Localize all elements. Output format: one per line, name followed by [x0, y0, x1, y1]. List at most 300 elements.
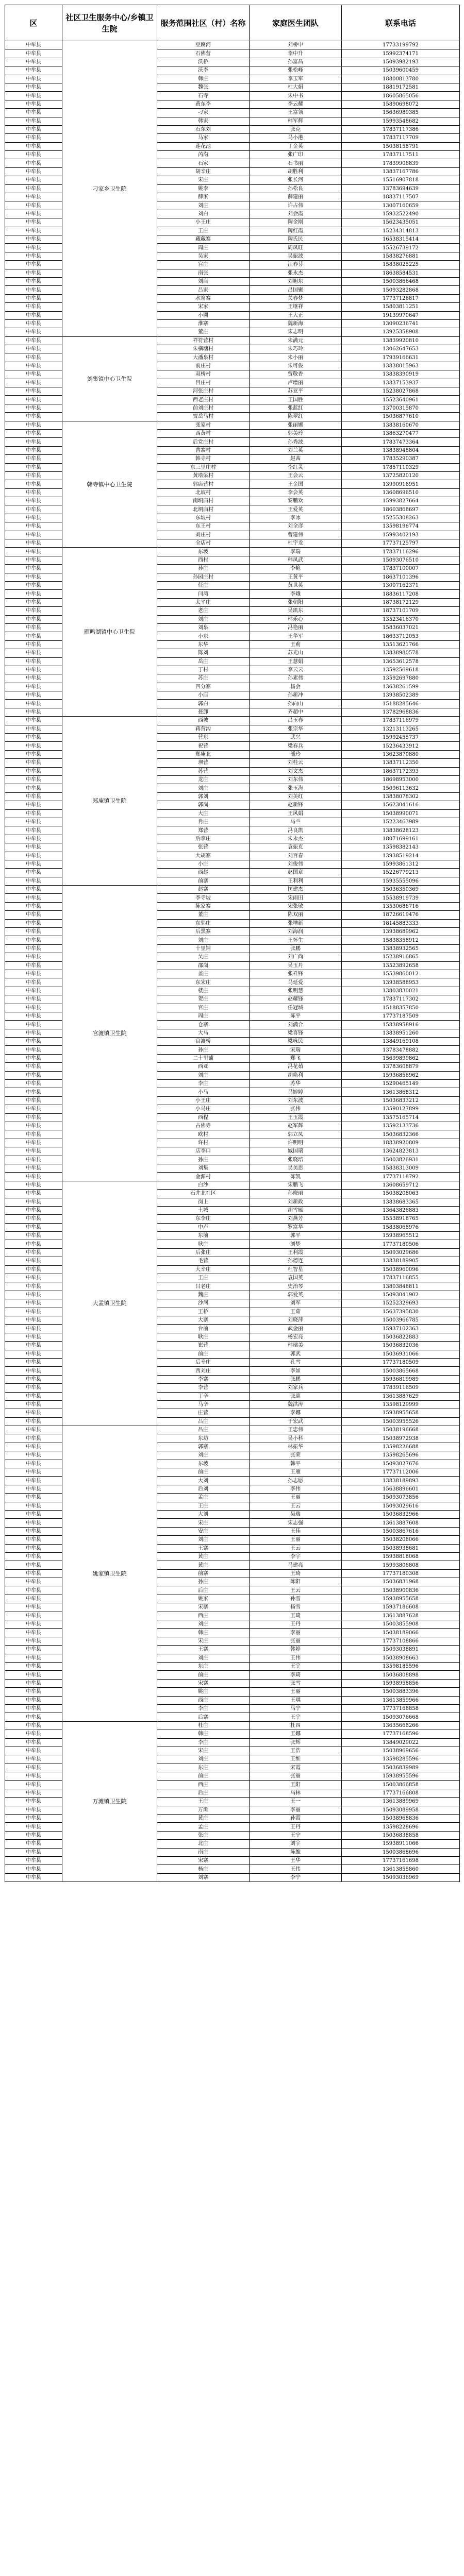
doctor-cell: 陈双丽	[250, 911, 342, 919]
doctor-cell: 许明明	[250, 1139, 342, 1147]
district-cell: 中牟县	[5, 252, 62, 260]
district-cell: 中牟县	[5, 590, 62, 598]
district-cell: 中牟县	[5, 1519, 62, 1527]
doctor-cell: 刘全彦	[250, 522, 342, 531]
district-cell: 中牟县	[5, 58, 62, 66]
village-cell: 石家	[157, 159, 250, 167]
village-cell: 后刘	[157, 1485, 250, 1493]
village-cell: 李庄	[157, 1080, 250, 1088]
doctor-cell: 杜大娟	[250, 83, 342, 91]
header-service-village: 服务范围社区（村）名称	[157, 5, 250, 41]
village-cell: 宋家	[157, 303, 250, 311]
doctor-cell: 韩乐心	[250, 615, 342, 623]
phone-cell: 15038972938	[342, 1434, 460, 1443]
village-cell: 魏张	[157, 83, 250, 91]
phone-cell: 15890698072	[342, 100, 460, 108]
phone-cell: 15036832966	[342, 1510, 460, 1518]
health-center-cell: 郑庵镇卫生院	[62, 717, 157, 886]
district-cell: 中牟县	[5, 41, 62, 49]
district-cell: 中牟县	[5, 809, 62, 818]
village-cell: 南垌庙村	[157, 497, 250, 505]
village-cell: 李寨	[157, 1375, 250, 1383]
doctor-cell: 王一	[250, 1798, 342, 1806]
village-cell: 前庄村	[157, 362, 250, 370]
phone-cell: 13590127899	[342, 1105, 460, 1113]
district-cell: 中牟县	[5, 362, 62, 370]
district-cell: 中牟县	[5, 404, 62, 412]
phone-cell: 13090236741	[342, 319, 460, 328]
district-cell: 中牟县	[5, 598, 62, 606]
village-cell: 胡辛庄	[157, 167, 250, 176]
doctor-cell: 刘梦	[250, 1240, 342, 1248]
phone-cell: 13007162371	[342, 582, 460, 590]
phone-cell: 15036822883	[342, 1333, 460, 1341]
village-cell: 土城	[157, 1206, 250, 1214]
village-cell: 前寨	[157, 877, 250, 885]
doctor-cell: 郭立凤	[250, 1130, 342, 1139]
district-cell: 中牟县	[5, 775, 62, 784]
village-cell: 祝营	[157, 742, 250, 750]
phone-cell: 18633712053	[342, 632, 460, 640]
table-row	[5, 421, 460, 429]
doctor-cell: 武金丽	[250, 1325, 342, 1333]
doctor-cell: 周凤旺	[250, 244, 342, 252]
district-cell: 中牟县	[5, 1688, 62, 1696]
doctor-cell: 梁咏民	[250, 1038, 342, 1046]
doctor-cell: 齐超中	[250, 708, 342, 716]
doctor-cell: 李如	[250, 1367, 342, 1375]
phone-cell: 15938965512	[342, 1232, 460, 1240]
doctor-cell: 刘旭东	[250, 277, 342, 285]
doctor-cell: 李瑞	[250, 548, 342, 556]
doctor-cell: 韩凤武	[250, 556, 342, 564]
district-cell: 中牟县	[5, 911, 62, 919]
table-row	[5, 41, 460, 49]
doctor-cell: 冯花茹	[250, 1063, 342, 1071]
phone-cell: 17857110329	[342, 463, 460, 471]
doctor-cell: 赵新锋	[250, 801, 342, 809]
phone-cell: 13613889969	[342, 1798, 460, 1806]
district-cell: 中牟县	[5, 742, 62, 750]
phone-cell: 13838951260	[342, 1029, 460, 1037]
phone-cell: 13838683365	[342, 1198, 460, 1206]
phone-cell: 15252329693	[342, 1299, 460, 1308]
phone-cell: 13613859966	[342, 1696, 460, 1704]
village-cell: 龙庄	[157, 775, 250, 784]
district-cell: 中牟县	[5, 1316, 62, 1324]
phone-cell: 15223463989	[342, 818, 460, 826]
village-cell: 吴庄	[157, 953, 250, 961]
district-cell: 中牟县	[5, 328, 62, 336]
district-cell: 中牟县	[5, 286, 62, 294]
phone-cell: 13598228696	[342, 1823, 460, 1831]
doctor-cell: 李玉军	[250, 75, 342, 83]
village-cell: 前庄	[157, 1772, 250, 1781]
phone-cell: 13638261599	[342, 683, 460, 691]
district-cell: 中牟县	[5, 750, 62, 758]
phone-cell: 15003868696	[342, 1848, 460, 1856]
district-cell: 中牟县	[5, 1663, 62, 1671]
doctor-cell: 卢增丽	[250, 379, 342, 387]
district-cell: 中牟县	[5, 49, 62, 58]
district-cell: 中牟县	[5, 902, 62, 910]
table-row	[5, 1426, 460, 1434]
district-cell: 中牟县	[5, 83, 62, 91]
header-phone: 联系电话	[342, 5, 460, 41]
district-cell: 中牟县	[5, 117, 62, 125]
village-cell: 河张庄村	[157, 387, 250, 396]
village-cell: 肖庄	[157, 818, 250, 826]
village-cell: 宋庄	[157, 176, 250, 184]
village-cell: 马家	[157, 134, 250, 142]
doctor-cell: 王富领	[250, 109, 342, 117]
doctor-cell: 刘兰英	[250, 446, 342, 454]
phone-cell: 13803830021	[342, 987, 460, 995]
village-cell: 宋寨	[157, 1603, 250, 1612]
village-cell: 东坡	[157, 1460, 250, 1468]
village-cell: 宫庄	[157, 261, 250, 269]
village-cell: 吕老庄	[157, 1282, 250, 1291]
district-cell: 中牟县	[5, 1265, 62, 1274]
district-cell: 中牟县	[5, 488, 62, 497]
phone-cell: 15636989385	[342, 109, 460, 117]
village-cell: 东坡村	[157, 514, 250, 522]
village-cell: 大庄	[157, 809, 250, 818]
phone-cell: 15038969656	[342, 1747, 460, 1755]
village-cell: 盖庄	[157, 970, 250, 978]
village-cell: 王桥	[157, 1308, 250, 1316]
district-cell: 中牟县	[5, 784, 62, 792]
village-cell: 韩庄	[157, 75, 250, 83]
district-cell: 中牟县	[5, 1384, 62, 1392]
district-cell: 中牟县	[5, 1223, 62, 1231]
doctor-cell: 韩平	[250, 1460, 342, 1468]
district-cell: 中牟县	[5, 1721, 62, 1730]
district-cell: 中牟县	[5, 1704, 62, 1713]
phone-cell: 17837100007	[342, 565, 460, 573]
phone-cell: 18071699161	[342, 835, 460, 843]
district-cell: 中牟县	[5, 438, 62, 446]
district-cell: 中牟县	[5, 1358, 62, 1366]
doctor-cell: 郭武	[250, 1350, 342, 1358]
doctor-cell: 韩婷	[250, 1646, 342, 1654]
doctor-cell: 张宗华	[250, 725, 342, 733]
doctor-cell: 韩军辉	[250, 117, 342, 125]
phone-cell: 15935555096	[342, 877, 460, 885]
village-cell: 郭寨	[157, 1443, 250, 1451]
village-cell: 刘庄村	[157, 531, 250, 539]
phone-cell: 13598196774	[342, 522, 460, 531]
doctor-cell: 刘燕芳	[250, 1215, 342, 1223]
doctor-cell: 臧国瑞	[250, 1147, 342, 1156]
district-cell: 中牟县	[5, 1274, 62, 1282]
village-cell: 西村	[157, 556, 250, 564]
doctor-cell: 杜四	[250, 1721, 342, 1730]
phone-cell: 15932522490	[342, 210, 460, 218]
doctor-cell: 胡艳利	[250, 1071, 342, 1079]
village-cell: 前刘庄村	[157, 404, 250, 412]
village-cell: 郑营	[157, 826, 250, 835]
district-cell: 中牟县	[5, 261, 62, 269]
doctor-cell: 王琦	[250, 1569, 342, 1578]
doctor-cell: 孙霞	[250, 1815, 342, 1823]
district-cell: 中牟县	[5, 277, 62, 285]
village-cell: 闫湾	[157, 590, 250, 598]
district-cell: 中牟县	[5, 852, 62, 860]
doctor-cell: 宋志强	[250, 1519, 342, 1527]
doctor-cell: 刘东波	[250, 1096, 342, 1105]
district-cell: 中牟县	[5, 1679, 62, 1687]
phone-cell: 15938955658	[342, 1595, 460, 1603]
village-cell: 王庄	[157, 1502, 250, 1510]
village-cell: 邵岗	[157, 961, 250, 970]
health-center-cell: 官渡镇卫生院	[62, 886, 157, 1181]
district-cell: 中牟县	[5, 446, 62, 454]
phone-cell: 17737108866	[342, 1637, 460, 1645]
village-cell: 刘庄	[157, 784, 250, 792]
district-cell: 中牟县	[5, 565, 62, 573]
district-cell: 中牟县	[5, 1291, 62, 1299]
phone-cell: 13598285596	[342, 1755, 460, 1764]
phone-cell: 15993827664	[342, 497, 460, 505]
phone-cell: 15039600459	[342, 66, 460, 75]
district-cell: 中牟县	[5, 269, 62, 277]
village-cell: 蒋营沟	[157, 725, 250, 733]
phone-cell: 13598265696	[342, 1451, 460, 1460]
village-cell: 王庄	[157, 227, 250, 235]
district-cell: 中牟县	[5, 1873, 62, 1882]
doctor-cell: 魏新海	[250, 319, 342, 328]
village-cell: 苏营	[157, 767, 250, 775]
village-cell: 莲花池	[157, 142, 250, 150]
district-cell: 中牟县	[5, 151, 62, 159]
district-cell: 中牟县	[5, 1536, 62, 1544]
village-cell: 李庄	[157, 1704, 250, 1713]
village-cell: 陈家寨	[157, 902, 250, 910]
doctor-cell: 梁春兵	[250, 742, 342, 750]
phone-cell: 15936856962	[342, 1071, 460, 1079]
village-cell: 西坡	[157, 717, 250, 725]
phone-cell: 15938911066	[342, 1840, 460, 1848]
village-cell: 黄庄	[157, 1552, 250, 1561]
phone-cell: 15255308263	[342, 514, 460, 522]
village-cell: 西黄村	[157, 429, 250, 437]
district-cell: 中牟县	[5, 1232, 62, 1240]
village-cell: 前寨	[157, 1569, 250, 1578]
phone-cell: 15003966785	[342, 1316, 460, 1324]
phone-cell: 18605865056	[342, 92, 460, 100]
district-cell: 中牟县	[5, 1755, 62, 1764]
doctor-cell: 马延爱	[250, 978, 342, 987]
doctor-cell: 苏华	[250, 1080, 342, 1088]
phone-cell: 17737118792	[342, 1173, 460, 1181]
district-cell: 中牟县	[5, 1460, 62, 1468]
table-row	[5, 548, 460, 556]
doctor-cell: 王云	[250, 1586, 342, 1595]
district-cell: 中牟县	[5, 961, 62, 970]
doctor-cell: 刘桂云	[250, 759, 342, 767]
district-cell: 中牟县	[5, 505, 62, 514]
phone-cell: 15036808898	[342, 1671, 460, 1679]
village-cell: 后庄	[157, 1586, 250, 1595]
village-cell: 宋庄	[157, 1519, 250, 1527]
district-cell: 中牟县	[5, 1206, 62, 1214]
phone-cell: 15623435051	[342, 218, 460, 227]
phone-cell: 13530686716	[342, 902, 460, 910]
village-cell: 东王村	[157, 522, 250, 531]
doctor-cell: 郭爱英	[250, 1291, 342, 1299]
village-cell: 董庄	[157, 911, 250, 919]
village-cell: 前庄	[157, 1350, 250, 1358]
district-cell: 中牟县	[5, 1494, 62, 1502]
doctor-cell: 张广印	[250, 151, 342, 159]
doctor-cell: 张朝阳	[250, 598, 342, 606]
district-cell: 中牟县	[5, 109, 62, 117]
district-cell: 中牟县	[5, 657, 62, 666]
phone-cell: 13623870880	[342, 750, 460, 758]
phone-cell: 15523640961	[342, 396, 460, 404]
doctor-cell: 马林	[250, 1789, 342, 1797]
district-cell: 中牟县	[5, 1392, 62, 1400]
village-cell: 大马	[157, 1029, 250, 1037]
doctor-cell: 陈平	[250, 1012, 342, 1020]
district-cell: 中牟县	[5, 379, 62, 387]
district-cell: 中牟县	[5, 1510, 62, 1518]
village-cell: 小庄	[157, 860, 250, 868]
district-cell: 中牟县	[5, 235, 62, 243]
doctor-cell: 吴振波	[250, 252, 342, 260]
village-cell: 孙庄	[157, 1156, 250, 1164]
phone-cell: 13838015963	[342, 362, 460, 370]
village-cell: 岳庄	[157, 657, 250, 666]
village-cell: 宋寨	[157, 1679, 250, 1687]
doctor-cell: 刘晓萍	[250, 1316, 342, 1324]
district-cell: 中牟县	[5, 1451, 62, 1460]
doctor-team-table	[5, 5, 460, 1882]
district-cell: 中牟县	[5, 1772, 62, 1781]
district-cell: 中牟县	[5, 514, 62, 522]
village-cell: 小马庄	[157, 1105, 250, 1113]
district-cell: 中牟县	[5, 1612, 62, 1620]
doctor-cell: 王茹	[250, 1308, 342, 1316]
district-cell: 中牟县	[5, 1088, 62, 1096]
doctor-cell: 张迎	[250, 1392, 342, 1400]
village-cell: 安庄	[157, 1527, 250, 1535]
village-cell: 刘庄	[157, 1536, 250, 1544]
district-cell: 中牟县	[5, 1004, 62, 1012]
district-cell: 中牟县	[5, 1096, 62, 1105]
phone-cell: 15938955658	[342, 1409, 460, 1417]
doctor-cell: 宋霞	[250, 1764, 342, 1772]
phone-cell: 13608659712	[342, 1181, 460, 1189]
village-cell: 董庄	[157, 328, 250, 336]
village-cell: 十里铺	[157, 944, 250, 953]
village-cell: 孙庄	[157, 1046, 250, 1054]
village-cell: 金源村	[157, 1173, 250, 1181]
district-cell: 中牟县	[5, 1696, 62, 1704]
village-cell: 韩庄	[157, 1730, 250, 1738]
district-cell: 中牟县	[5, 1021, 62, 1029]
village-cell: 豆腐河	[157, 41, 250, 49]
phone-cell: 13598185596	[342, 1663, 460, 1671]
phone-cell: 15038960096	[342, 1265, 460, 1274]
village-cell: 中卢	[157, 1223, 250, 1231]
village-cell: 仓寨	[157, 1021, 250, 1029]
district-cell: 中牟县	[5, 1629, 62, 1637]
phone-cell: 15003866468	[342, 277, 460, 285]
doctor-cell: 刘家兵	[250, 1384, 342, 1392]
phone-cell: 13925358908	[342, 328, 460, 336]
phone-cell: 13608696510	[342, 488, 460, 497]
doctor-cell: 王爱英	[250, 505, 342, 514]
health-center-cell: 刘集镇中心卫生院	[62, 336, 157, 421]
doctor-cell: 杜智星	[250, 1265, 342, 1274]
health-center-cell: 万滩镇卫生院	[62, 1721, 157, 1882]
phone-cell: 15038196668	[342, 1426, 460, 1434]
village-cell: 黄庄	[157, 1561, 250, 1569]
district-cell: 中牟县	[5, 1840, 62, 1848]
village-cell: 东三里庄村	[157, 463, 250, 471]
phone-cell: 13838980578	[342, 649, 460, 657]
village-cell: 宋庄	[157, 1747, 250, 1755]
phone-cell: 13613855860	[342, 1865, 460, 1873]
doctor-cell: 袁国英	[250, 1274, 342, 1282]
village-cell: 王寨	[157, 1646, 250, 1654]
village-cell: 刘庄	[157, 1620, 250, 1629]
phone-cell: 18145883333	[342, 919, 460, 927]
phone-cell: 15093073856	[342, 1494, 460, 1502]
phone-cell: 13838078302	[342, 792, 460, 801]
village-cell: 大寨	[157, 1316, 250, 1324]
district-cell: 中牟县	[5, 1434, 62, 1443]
village-cell: 东前	[157, 1232, 250, 1240]
district-cell: 中牟县	[5, 1637, 62, 1645]
doctor-cell: 李娥	[250, 590, 342, 598]
phone-cell: 17837117386	[342, 125, 460, 133]
district-cell: 中牟县	[5, 1578, 62, 1586]
village-cell: 刘泉	[157, 623, 250, 632]
phone-cell: 13613868312	[342, 1088, 460, 1096]
doctor-cell: 王佳	[250, 1527, 342, 1535]
phone-cell: 13990916951	[342, 480, 460, 488]
phone-cell: 15093027676	[342, 1460, 460, 1468]
doctor-cell: 王风娟	[250, 809, 342, 818]
district-cell: 中牟县	[5, 539, 62, 548]
phone-cell: 18836117208	[342, 590, 460, 598]
village-cell: 西亚	[157, 1063, 250, 1071]
table-row	[5, 717, 460, 725]
doctor-cell: 王莉	[250, 640, 342, 649]
phone-cell: 13523416370	[342, 615, 460, 623]
phone-cell: 15188285646	[342, 700, 460, 708]
doctor-cell: 宋志明	[250, 328, 342, 336]
phone-cell: 15992374171	[342, 49, 460, 58]
village-cell: 小店	[157, 691, 250, 700]
district-cell: 中牟县	[5, 1527, 62, 1535]
district-cell: 中牟县	[5, 531, 62, 539]
doctor-cell: 张松峰	[250, 66, 342, 75]
village-cell: 南张	[157, 269, 250, 277]
phone-cell: 18637101396	[342, 573, 460, 581]
doctor-cell: 胡雪雁	[250, 1206, 342, 1214]
doctor-cell: 王玉霞	[250, 1113, 342, 1122]
district-cell: 中牟县	[5, 471, 62, 480]
doctor-cell: 孙新冲	[250, 691, 342, 700]
doctor-cell: 刘满合	[250, 1021, 342, 1029]
doctor-cell: 杨宏亮	[250, 1333, 342, 1341]
village-cell: 韩寺村	[157, 455, 250, 463]
phone-cell: 13598226688	[342, 1443, 460, 1451]
